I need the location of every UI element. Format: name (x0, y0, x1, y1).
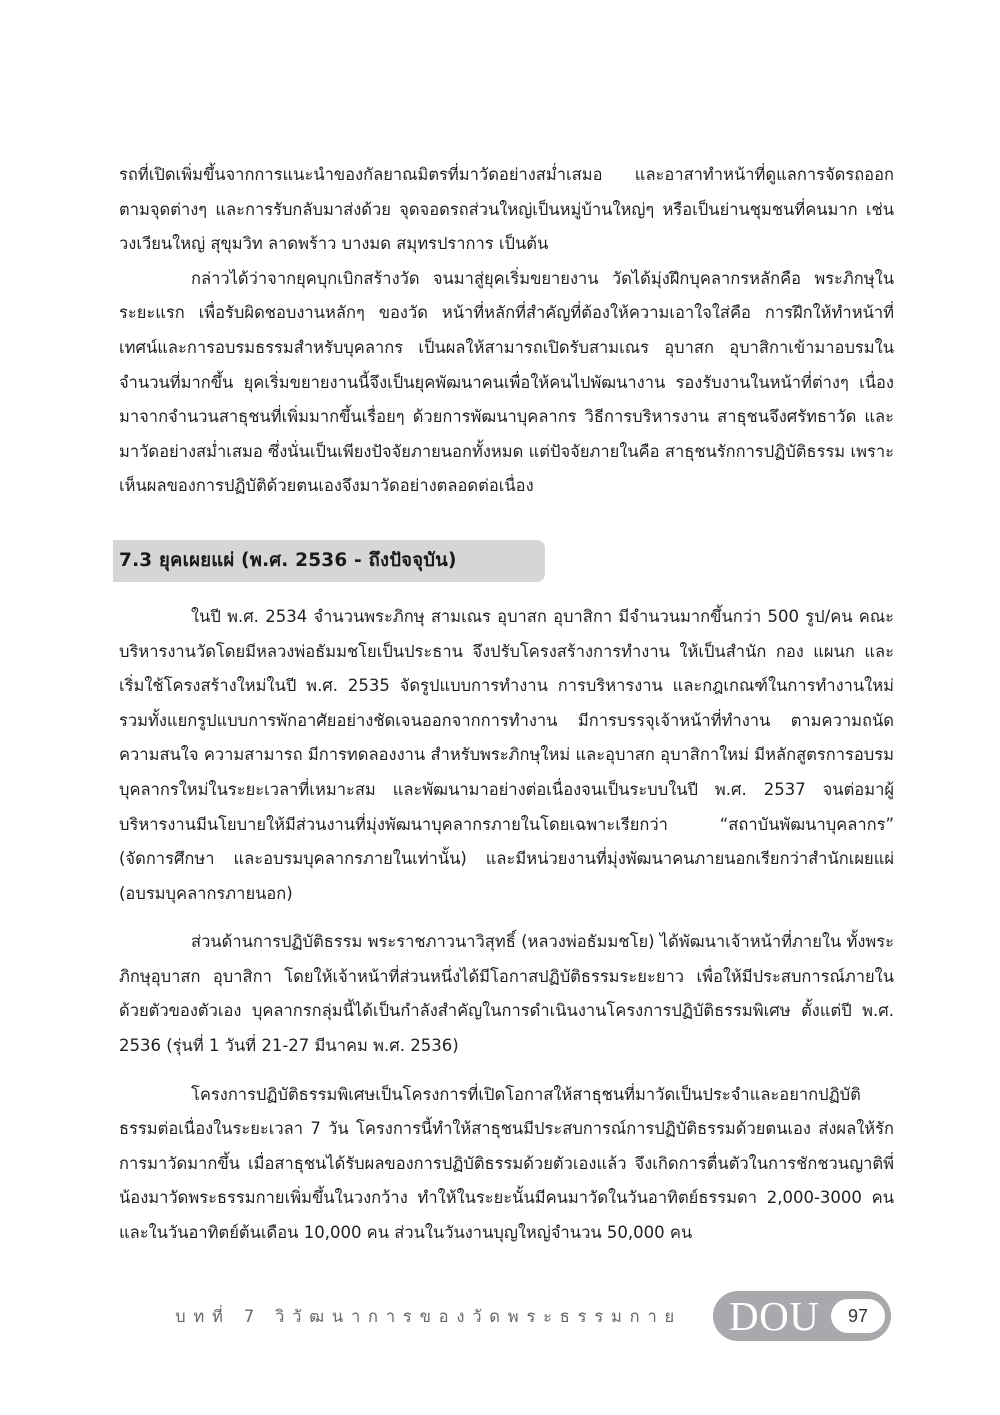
body-paragraph: โครงการปฏิบัติธรรมพิเศษเป็นโครงการที่เปิดโอกาสให้สาธุชนที่มาวัดเป็นประจำและอยากปฏิบัติธรรมต่อเนื่องในระยะเวลา 7 วัน โครงการนี้ทำให้สาธุชนมีประสบการณ์การปฏิบัติธรรมด้วยตนเอง ส่งผลให้รักการมาวัดมากขึ้น เมื่อสาธุชนได้รับผลของการปฏิบัติธรรมด้วยตัวเองแล้ว จึงเกิดการตื่นตัวในการชักชวนญาติพี่น้องมาวัดพระธรรมกายเพิ่มขึ้นในวงกว้าง ทำให้ในระยะนั้นมีคนมาวัดในวันอาทิตย์ธรรมดา 2,000-3000 คนและในวันอาทิตย์ต้นเดือน 10,000 คน ส่วนในวันงานบุญใหญ่จำนวน 50,000 คน (119, 1084, 894, 1243)
dou-badge (713, 1291, 891, 1341)
body-paragraph: ในปี พ.ศ. 2534 จำนวนพระภิกษุ สามเณร อุบาสก อุบาสิกา มีจำนวนมากขึ้นกว่า 500 รูป/คน คณะบริหารงานวัดโดยมีหลวงพ่อธัมมชโยเป็นประธาน จึงปรับโครงสร้างการทำงาน ให้เป็นสำนัก กอง แผนก และเริ่มใช้โครงสร้างใหม่ในปี พ.ศ. 2535 จัดรูปแบบการทำงาน การบริหารงาน และกฎเกณฑ์ในการทำงานใหม่ รวมทั้งแยกรูปแบบการพักอาศัยอย่างชัดเจนออกจากการทำงาน มีการบรรจุเจ้าหน้าที่ทำงาน ตามความถนัด ความสนใจ ความสามารถ มีการทดลองงาน สำหรับพระภิกษุใหม่ และอุบาสก อุบาสิกาใหม่ มีหลักสูตรการอบรมบุคลากรใหม่ในระยะเวลาที่เหมาะสม และพัฒนามาอย่างต่อเนื่องจนเป็นระบบในปี พ.ศ. 2537 จนต่อมาผู้บริหารงานมีนโยบายให้มีส่วนงานที่มุ่งพัฒนาบุคลากรภายในโดยเฉพาะเรียกว่า “สถาบันพัฒนาบุคลากร” (จัดการศึกษา และอบรมบุคลากรภายในเท่านั้น) และมีหน่วยงานที่มุ่งพัฒนาคนภายนอกเรียกว่าสำนักเผยแผ่ (อบรมบุคลากรภายนอก) (119, 606, 894, 903)
body-paragraph: ส่วนด้านการปฏิบัติธรรม พระราชภาวนาวิสุทธิ์ (หลวงพ่อธัมมชโย) ได้พัฒนาเจ้าหน้าที่ภายใน ทั้งพระภิกษุอุบาสก อุบาสิกา โดยให้เจ้าหน้าที่ส่วนหนึ่งได้มีโอกาสปฏิบัติธรรมระยะยาว เพื่อให้มีประสบการณ์ภายในด้วยตัวของตัวเอง บุคลากรกลุ่มนี้ได้เป็นกำลังสำคัญในการดำเนินงานโครงการปฏิบัติธรรมพิเศษ ตั้งแต่ปี พ.ศ. 2536 (รุ่นที่ 1 วันที่ 21-27 มีนาคม พ.ศ. 2536) (119, 932, 894, 1056)
body-paragraph: รถที่เปิดเพิ่มขึ้นจากการแนะนำของกัลยาณมิตรที่มาวัดอย่างสม่ำเสมอ และอาสาทำหน้าที่ดูแลการจัดรถออกตามจุดต่างๆ และการรับกลับมาส่งด้วย จุดจอดรถส่วนใหญ่เป็นหมู่บ้านใหญ่ๆ หรือเป็นย่านชุมชนที่คนมาก เช่น วงเวียนใหญ่ สุขุมวิท ลาดพร้าว บางมด สมุทรปราการ เป็นต้น (119, 165, 894, 254)
section-heading: 7.3 ยุคเผยแผ่ (พ.ศ. 2536 - ถึงปัจจุบัน) (119, 550, 457, 572)
section-heading-box (113, 540, 545, 582)
dou-logo: DOU (729, 1293, 820, 1339)
chapter-title: บทที่ 7 วิวัฒนาการของวัดพระธรรมกาย (175, 1307, 682, 1326)
body-paragraph: กล่าวได้ว่าจากยุคบุกเบิกสร้างวัด จนมาสู่ยุคเริ่มขยายงาน วัดได้มุ่งฝึกบุคลากรหลักคือ พระภิกษุในระยะแรก เพื่อรับผิดชอบงานหลักๆ ของวัด หน้าที่หลักที่สำคัญที่ต้องให้ความเอาใจใส่คือ การฝึกให้ทำหน้าที่เทศน์และการอบรมธรรมสำหรับบุคลากร เป็นผลให้สามารถเปิดรับสามเณร อุบาสก อุบาสิกาเข้ามาอบรมในจำนวนที่มากขึ้น ยุคเริ่มขยายงานนี้จึงเป็นยุคพัฒนาคนเพื่อให้คนไปพัฒนางาน รองรับงานในหน้าที่ต่างๆ เนื่องมาจากจำนวนสาธุชนที่เพิ่มมากขึ้นเรื่อยๆ ด้วยการพัฒนาบุคลากร วิธีการบริหารงาน สาธุชนจึงศรัทธาวัด และมาวัดอย่างสม่ำเสมอ ซึ่งนั่นเป็นเพียงปัจจัยภายนอกทั้งหมด แต่ปัจจัยภายในคือ สาธุชนรักการปฏิบัติธรรม เพราะเห็นผลของการปฏิบัติด้วยตนเองจึงมาวัดอย่างตลอดต่อเนื่อง (119, 268, 894, 496)
page-footer (0, 1291, 1000, 1343)
page-number: 97 (831, 1299, 885, 1333)
page-content (119, 158, 894, 1251)
